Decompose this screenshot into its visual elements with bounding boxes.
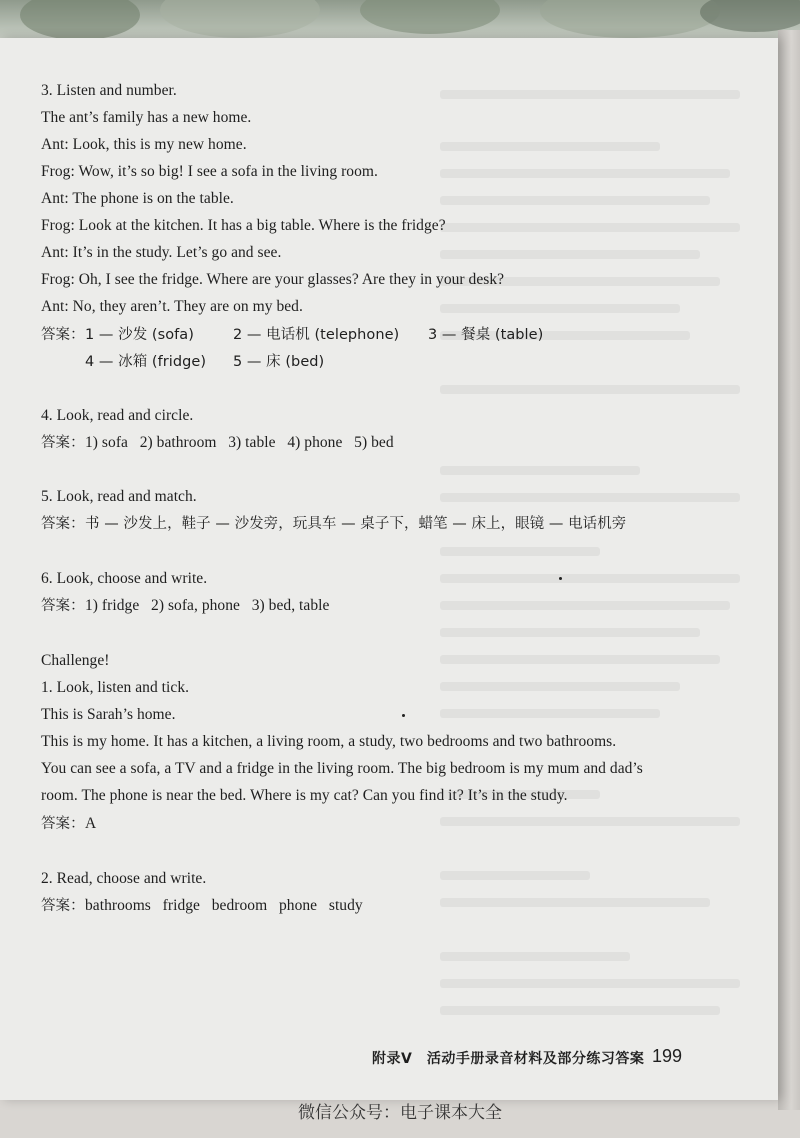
challenge-1-heading: 1. Look, listen and tick. bbox=[41, 679, 190, 696]
ink-speck bbox=[559, 577, 562, 580]
section-3-heading: 3. Listen and number. bbox=[41, 82, 177, 99]
page-edge bbox=[778, 30, 800, 1110]
challenge-1-intro: This is Sarah’s home. bbox=[41, 706, 176, 723]
answer-item: 1 — 沙发 (sofa) bbox=[85, 327, 194, 343]
transcript-line: Frog: Look at the kitchen. It has a big table. Where is the fridge? bbox=[41, 217, 446, 234]
section-5-answer: 书 — 沙发上，鞋子 — 沙发旁，玩具车 — 桌子下，蜡笔 — 床上，眼镜 — 电话机旁 bbox=[85, 516, 627, 532]
page-number: 199 bbox=[652, 1046, 683, 1066]
section-6-answer: 1) fridge 2) sofa, phone 3) bed, table bbox=[85, 597, 330, 614]
answer-item: 3 — 餐桌 (table) bbox=[428, 327, 544, 343]
transcript-line: Ant: The phone is on the table. bbox=[41, 190, 234, 207]
challenge-2-answer: bathrooms fridge bedroom phone study bbox=[85, 897, 363, 914]
answer-item: 4 — 冰箱 (fridge) bbox=[85, 354, 207, 370]
challenge-1-paragraph-line: You can see a sofa, a TV and a fridge in the living room. The big bedroom is my mum and dad’s bbox=[41, 760, 643, 777]
answer-label: 答案： bbox=[41, 327, 85, 343]
watermark-text: 微信公众号：电子课本大全 bbox=[298, 1103, 502, 1123]
answer-item: 2 — 电话机 (telephone) bbox=[233, 327, 400, 343]
transcript-line: Frog: Oh, I see the fridge. Where are your glasses? Are they in your desk? bbox=[41, 271, 505, 288]
answer-label: 答案： bbox=[41, 435, 85, 451]
transcript-line: Ant: It’s in the study. Let’s go and see. bbox=[41, 244, 282, 261]
transcript-line: The ant’s family has a new home. bbox=[41, 109, 252, 126]
transcript-line: Ant: No, they aren’t. They are on my bed. bbox=[41, 298, 303, 315]
ink-speck bbox=[402, 714, 405, 717]
section-4-answer: 1) sofa 2) bathroom 3) table 4) phone 5) bed bbox=[85, 434, 394, 451]
transcript-line: Ant: Look, this is my new home. bbox=[41, 136, 247, 153]
challenge-2-heading: 2. Read, choose and write. bbox=[41, 870, 207, 887]
challenge-1-paragraph-line: This is my home. It has a kitchen, a living room, a study, two bedrooms and two bathrooms. bbox=[41, 733, 617, 750]
section-5-heading: 5. Look, read and match. bbox=[41, 488, 197, 505]
answer-item: 5 — 床 (bed) bbox=[233, 354, 325, 370]
section-6-heading: 6. Look, choose and write. bbox=[41, 570, 208, 587]
page-footer bbox=[0, 1048, 778, 1068]
section-4-heading: 4. Look, read and circle. bbox=[41, 407, 194, 424]
answer-label: 答案： bbox=[41, 898, 85, 914]
transcript-line: Frog: Wow, it’s so big! I see a sofa in the living room. bbox=[41, 163, 378, 180]
answer-label: 答案： bbox=[41, 516, 85, 532]
appendix-label: 附录V 活动手册录音材料及部分练习答案 bbox=[372, 1051, 645, 1067]
textbook-page bbox=[0, 38, 778, 1100]
challenge-title: Challenge! bbox=[41, 652, 110, 669]
challenge-1-answer: A bbox=[85, 815, 97, 832]
challenge-1-paragraph-line: room. The phone is near the bed. Where is my cat? Can you find it? It’s in the study. bbox=[41, 787, 568, 804]
answer-label: 答案： bbox=[41, 598, 85, 614]
answer-label: 答案： bbox=[41, 816, 85, 832]
